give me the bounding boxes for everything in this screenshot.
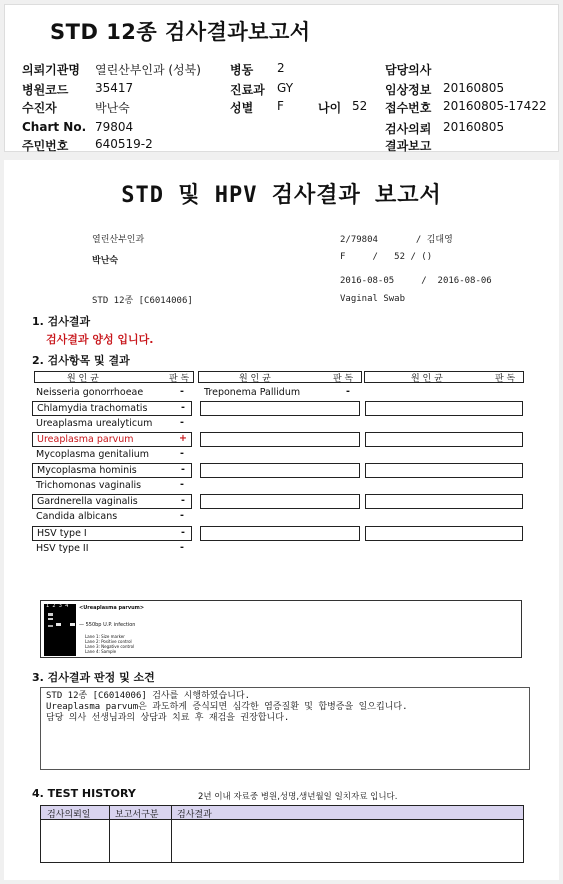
specimen: Vaginal Swab xyxy=(340,294,406,304)
pathogen-row: Chlamydia trachomatis - xyxy=(32,401,192,416)
column-divider xyxy=(171,806,172,862)
empty-cell xyxy=(365,432,523,447)
gel-lane-numbers: 1 2 3 4 xyxy=(46,603,69,609)
patient-label: 수진자 xyxy=(22,101,57,115)
column-divider xyxy=(109,806,110,862)
pathogen-row: Mycoplasma hominis - xyxy=(32,463,192,478)
dept-label: 진료과 xyxy=(230,83,265,97)
col2-pathogen-label: 원 인 균 xyxy=(239,374,271,384)
ward-label: 병동 xyxy=(230,63,254,77)
scanned-report xyxy=(4,160,559,880)
report-patient: 박난숙 xyxy=(92,256,119,266)
hospital-code-value: 35417 xyxy=(95,81,134,95)
gel-band xyxy=(48,625,53,627)
sex-label: 성별 xyxy=(230,101,254,115)
chart-doctor: 2/79804 / 김대영 xyxy=(340,235,453,245)
report-title: STD 및 HPV 검사결과 보고서 xyxy=(121,183,442,208)
gel-title: <Ureaplasma parvum> xyxy=(79,605,145,611)
id-value: 640519-2 xyxy=(95,137,153,151)
empty-cell xyxy=(200,432,360,447)
gel-photo xyxy=(44,604,76,656)
empty-cell xyxy=(365,494,523,509)
col2-judge-label: 판 독 xyxy=(333,374,354,384)
result-summary: 검사결과 양성 입니다. xyxy=(46,333,154,346)
comment-lines: STD 12종 [C6014006] 검사를 시행하였습니다. Ureaplasma parvum은 과도하게 증식되면 심각한 염증질환 및 합병증을 일으킵니다. 담당 의사 선생님과의 상담과 치료 후 재검을 권장합니다. xyxy=(46,691,408,723)
empty-cell xyxy=(365,401,523,416)
test-code: STD 12종 [C6014006] xyxy=(92,296,193,306)
pathogen-row: HSV type II - xyxy=(36,542,184,554)
pathogen-row: HSV type I - xyxy=(32,526,192,541)
pathogen-row: Neisseria gonorrhoeae - xyxy=(36,386,184,398)
ward-value: 2 xyxy=(277,61,285,75)
pathogen-row: Ureaplasma urealyticum - xyxy=(36,417,184,429)
institution-value: 열린산부인과 (성북) xyxy=(95,63,201,77)
col1-pathogen-label: 원 인 균 xyxy=(67,374,99,384)
col3-pathogen-label: 원 인 균 xyxy=(411,374,443,384)
dept-value: GY xyxy=(277,81,294,95)
pathogen-row-positive: Ureaplasma parvum + xyxy=(32,432,192,447)
empty-cell xyxy=(365,526,523,541)
section-3-title: 3. 검사결과 판정 및 소견 xyxy=(32,671,155,684)
col1-judge-label: 판 독 xyxy=(169,374,190,384)
section-1-title: 1. 검사결과 xyxy=(32,315,91,328)
col3-header xyxy=(364,371,524,383)
gel-band xyxy=(48,613,53,616)
pathogen-row: Treponema Pallidum - xyxy=(204,386,350,398)
pathogen-row: Mycoplasma genitalium - xyxy=(36,448,184,460)
institution-label: 의뢰기관명 xyxy=(22,63,80,77)
empty-cell xyxy=(200,526,360,541)
empty-cell xyxy=(200,494,360,509)
chart-value: 79804 xyxy=(95,120,134,134)
request-value: 20160805 xyxy=(443,120,505,134)
patient-value: 박난숙 xyxy=(95,101,130,115)
chart-label: Chart No. xyxy=(22,120,87,134)
sex-age: F / 52 / () xyxy=(340,252,433,262)
report-date-label: 결과보고 xyxy=(385,139,432,153)
dates: 2016-08-05 / 2016-08-06 xyxy=(340,276,492,286)
id-label: 주민번호 xyxy=(22,139,69,153)
gel-band xyxy=(70,623,75,626)
gel-band xyxy=(48,618,53,620)
gel-band-label: — 550bp U.P. infection xyxy=(79,622,136,628)
col3-judge-label: 판 독 xyxy=(495,374,516,384)
request-label: 검사의뢰 xyxy=(385,122,432,136)
empty-cell xyxy=(365,463,523,478)
history-table-header: 검사의뢰일 보고서구분 검사결과 xyxy=(41,806,523,820)
history-note: 2년 이내 자료중 병원,성명,생년월일 일치자료 입니다. xyxy=(198,792,398,802)
clinical-value: 20160805 xyxy=(443,81,505,95)
empty-cell xyxy=(200,401,360,416)
pathogen-row: Trichomonas vaginalis - xyxy=(36,479,184,491)
history-table xyxy=(40,805,524,863)
receipt-label: 접수번호 xyxy=(385,101,432,115)
hospital-code-label: 병원코드 xyxy=(22,83,69,97)
page-title: STD 12종 검사결과보고서 xyxy=(50,20,311,44)
pathogen-row: Gardnerella vaginalis - xyxy=(32,494,192,509)
age-label: 나이 xyxy=(318,101,342,115)
receipt-value: 20160805-17422 xyxy=(443,99,547,113)
section-4-title: 4. TEST HISTORY xyxy=(32,787,136,800)
col1-header xyxy=(34,371,194,383)
comment-box xyxy=(40,687,530,770)
sex-value: F xyxy=(277,99,284,113)
col2-header xyxy=(198,371,362,383)
clinic-name: 열린산부인과 xyxy=(92,235,145,245)
gel-band xyxy=(56,623,61,626)
gel-electrophoresis-image xyxy=(40,600,522,658)
pathogen-row: Candida albicans - xyxy=(36,510,184,522)
empty-cell xyxy=(200,463,360,478)
doctor-label: 담당의사 xyxy=(385,63,432,77)
clinical-label: 임상정보 xyxy=(385,83,432,97)
section-2-title: 2. 검사항목 및 결과 xyxy=(32,354,130,367)
gel-legend: Lane 1: Size marker Lane 2: Positive control Lane 3: Negative control Lane 4: Sample xyxy=(85,634,135,654)
age-value: 52 xyxy=(352,99,368,113)
